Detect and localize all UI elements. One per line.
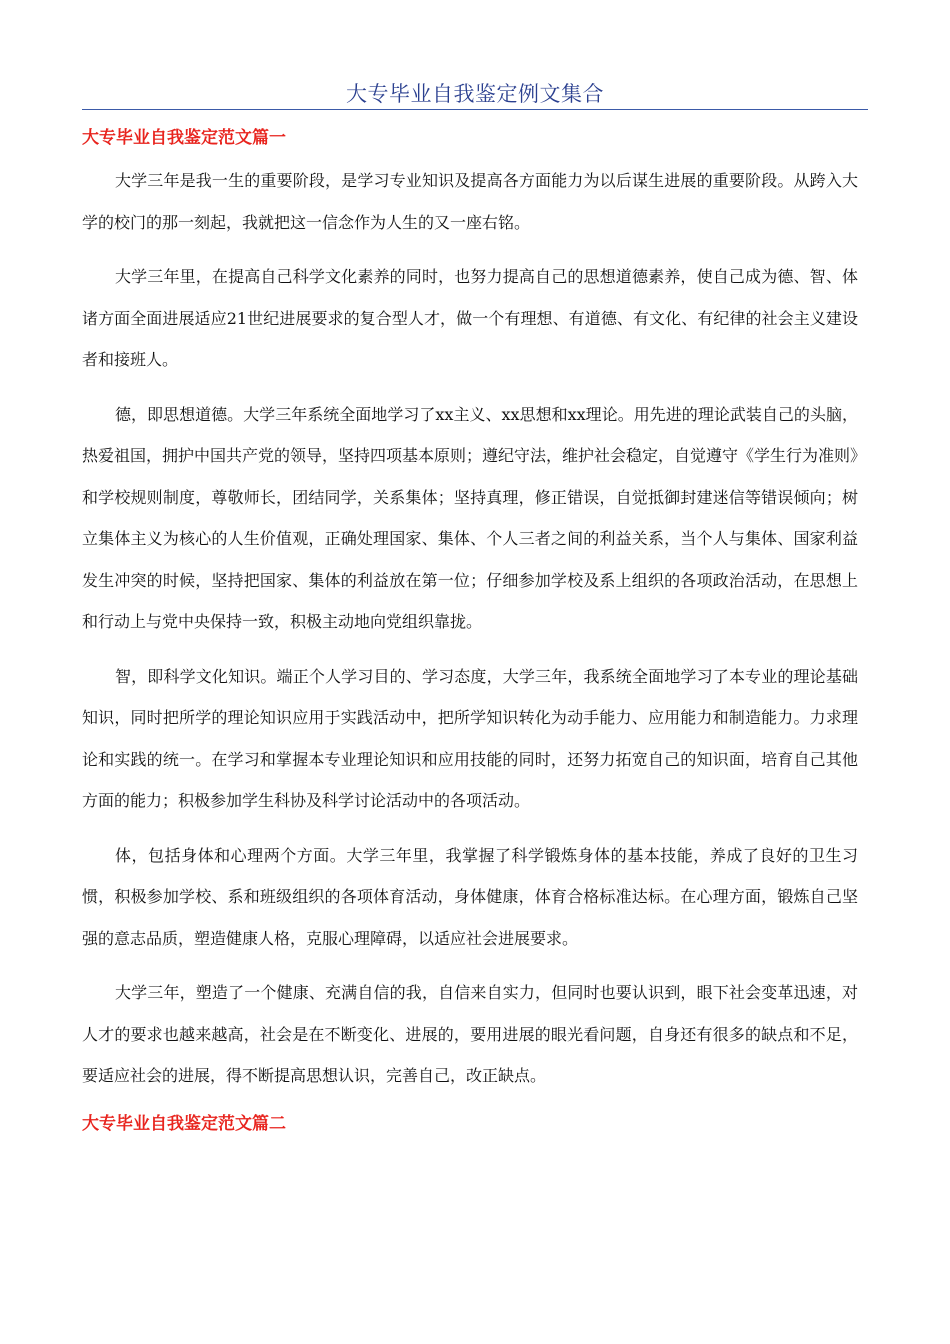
document-body — [82, 124, 858, 1146]
paragraph: 德，即思想道德。大学三年系统全面地学习了xx主义、xx思想和xx理论。用先进的理论武装自己的头脑，热爱祖国，拥护中国共产党的领导，坚持四项基本原则；遵纪守法，维护社会稳定，自觉遵守《学生行为准则》和学校规则制度，尊敬师长，团结同学，关系集体；坚持真理，修正错误，自觉抵御封建迷信等错误倾向；树立集体主义为核心的人生价值观，正确处理国家、集体、个人三者之间的利益关系，当个人与集体、国家利益发生冲突的时候，坚持把国家、集体的利益放在第一位；仔细参加学校及系上组织的各项政治活动，在思想上和行动上与党中央保持一致，积极主动地向党组织靠拢。 — [82, 404, 859, 631]
paragraph: 体，包括身体和心理两个方面。大学三年里，我掌握了科学锻炼身体的基本技能，养成了良好的卫生习惯，积极参加学校、系和班级组织的各项体育活动，身体健康，体育合格标准达标。在心理方面，锻炼自己坚强的意志品质，塑造健康人格，克服心理障碍，以适应社会进展要求。 — [82, 845, 858, 948]
section-heading-one: 大专毕业自我鉴定范文篇一 — [82, 128, 286, 148]
paragraph: 大学三年是我一生的重要阶段，是学习专业知识及提高各方面能力为以后谋生进展的重要阶段。从跨入大学的校门的那一刻起，我就把这一信念作为人生的又一座右铭。 — [82, 171, 858, 232]
title-underline — [82, 109, 868, 110]
paragraph: 大学三年里，在提高自己科学文化素养的同时，也努力提高自己的思想道德素养，使自己成为德、智、体诸方面全面进展适应21世纪进展要求的复合型人才，做一个有理想、有道德、有文化、有纪律的社会主义建设者和接班人。 — [82, 267, 858, 369]
document-title: 大专毕业自我鉴定例文集合 — [346, 82, 604, 106]
paragraph: 智，即科学文化知识。端正个人学习目的、学习态度，大学三年，我系统全面地学习了本专业的理论基础知识，同时把所学的理论知识应用于实践活动中，把所学知识转化为动手能力、应用能力和制造能力。力求理论和实践的统一。在学习和掌握本专业理论知识和应用技能的同时，还努力拓宽自己的知识面，培育自己其他方面的能力；积极参加学生科协及科学讨论活动中的各项活动。 — [82, 666, 858, 810]
paragraph: 大学三年，塑造了一个健康、充满自信的我，自信来自实力，但同时也要认识到，眼下社会变革迅速，对人才的要求也越来越高，社会是在不断变化、进展的，要用进展的眼光看问题，自身还有很多的缺点和不足，要适应社会的进展，得不断提高思想认识，完善自己，改正缺点。 — [82, 983, 858, 1085]
section-heading-two: 大专毕业自我鉴定范文篇二 — [82, 1113, 286, 1134]
